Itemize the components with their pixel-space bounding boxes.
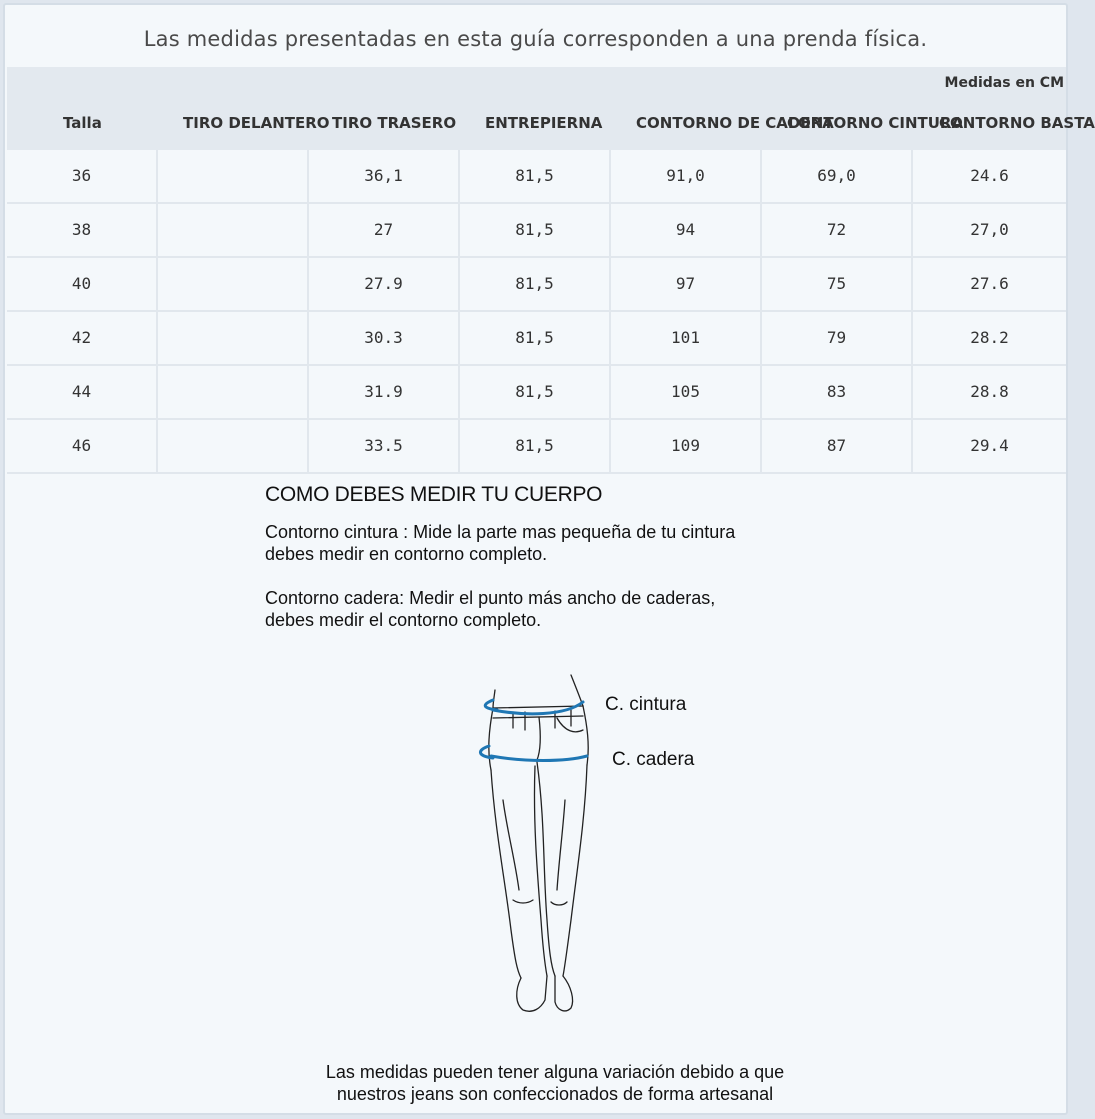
header-talla: Talla	[63, 114, 102, 132]
table-cell: 40	[7, 258, 158, 310]
table-cell	[158, 366, 309, 418]
table-cell: 30.3	[309, 312, 460, 364]
table-row	[7, 258, 1066, 312]
table-cell: 81,5	[460, 150, 611, 202]
table-cell: 94	[611, 204, 762, 256]
table-cell: 27	[309, 204, 460, 256]
table-cell	[158, 204, 309, 256]
table-cell: 24.6	[970, 166, 1009, 185]
table-cell: 38	[7, 204, 158, 256]
table-cell: 75	[762, 258, 913, 310]
waist-label: C. cintura	[605, 694, 687, 715]
table-row	[7, 204, 1066, 258]
header-contorno-cintura: CONTORNO CINTURA	[787, 114, 964, 132]
table-cell: 81,5	[460, 420, 611, 472]
unit-label: Medidas en CM	[944, 75, 1064, 91]
table-header	[7, 67, 1095, 150]
table-cell: 81,5	[460, 366, 611, 418]
table-cell: 27,0	[970, 220, 1009, 239]
guide-title: COMO DEBES MEDIR TU CUERPO	[265, 483, 603, 506]
header-contorno-basta: CONTORNO BASTA	[939, 114, 1095, 132]
table-cell: 29.4	[970, 436, 1009, 455]
table-cell	[158, 150, 309, 202]
table-row	[7, 420, 1066, 474]
header-tiro-trasero: TIRO TRASERO	[332, 114, 457, 132]
table-cell	[158, 312, 309, 364]
table-cell	[158, 420, 309, 472]
table-cell: 81,5	[460, 312, 611, 364]
table-cell: 46	[7, 420, 158, 472]
table-cell: 36	[7, 150, 158, 202]
table-cell: 42	[7, 312, 158, 364]
table-cell: 27.6	[970, 274, 1009, 293]
table-row	[7, 150, 1066, 204]
variation-disclaimer: Las medidas pueden tener alguna variación debido a que nuestros jeans son confeccionados de forma artesanal	[325, 1062, 785, 1104]
table-cell: 44	[7, 366, 158, 418]
table-cell: 97	[611, 258, 762, 310]
waist-instructions: Contorno cintura : Mide la parte mas pequeña de tu cintura debes medir en contorno completo.	[265, 522, 736, 564]
table-cell: 28.8	[970, 382, 1009, 401]
size-table-body	[7, 150, 1066, 474]
header-entrepierna: ENTREPIERNA	[485, 114, 603, 132]
jeans-drawing-icon	[475, 670, 735, 1030]
physical-garment-notice: Las medidas presentadas en esta guía corresponden a una prenda física.	[143, 27, 928, 51]
table-row	[7, 366, 1066, 420]
hip-label: C. cadera	[612, 749, 695, 770]
table-cell: 81,5	[460, 204, 611, 256]
table-cell: 31.9	[309, 366, 460, 418]
table-cell: 69,0	[762, 150, 913, 202]
size-guide-panel	[3, 3, 1095, 1115]
measure-guide	[265, 483, 825, 653]
table-cell: 91,0	[611, 150, 762, 202]
header-contorno-cadera: CONTORNO DE CADERA	[636, 114, 834, 132]
header-tiro-delantero: TIRO DELANTERO	[183, 114, 330, 132]
table-cell: 27.9	[309, 258, 460, 310]
hip-instructions: Contorno cadera: Medir el punto más ancho de caderas, debes medir el contorno completo.	[265, 588, 716, 630]
jeans-illustration	[475, 670, 735, 1030]
table-cell: 105	[611, 366, 762, 418]
table-cell: 109	[611, 420, 762, 472]
table-cell: 101	[611, 312, 762, 364]
table-cell: 36,1	[309, 150, 460, 202]
table-cell	[158, 258, 309, 310]
table-cell: 72	[762, 204, 913, 256]
table-cell: 83	[762, 366, 913, 418]
table-cell: 79	[762, 312, 913, 364]
table-row	[7, 312, 1066, 366]
table-cell: 28.2	[970, 328, 1009, 347]
table-cell: 81,5	[460, 258, 611, 310]
table-cell: 33.5	[309, 420, 460, 472]
table-cell: 87	[762, 420, 913, 472]
